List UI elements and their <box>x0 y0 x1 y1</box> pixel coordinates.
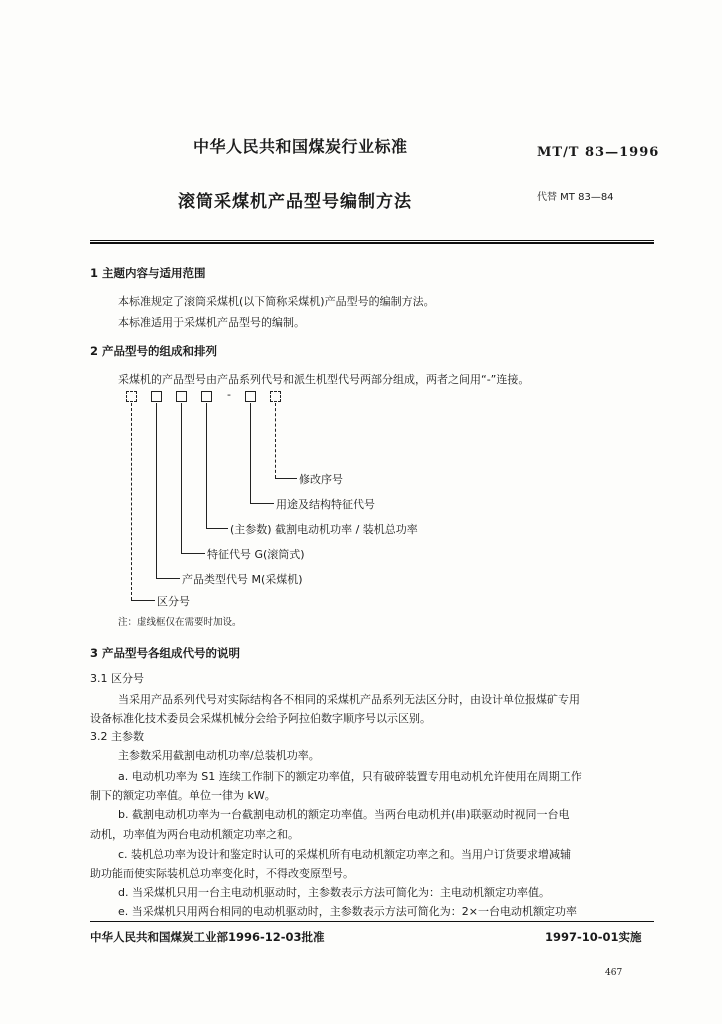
hleader-revision <box>275 478 297 479</box>
item-c-line1: c. 装机总功率为设计和鉴定时认可的采煤机所有电动机额定功率之和。当用户订货要求增减辅 <box>118 848 572 861</box>
label-product-type: 产品类型代号 M(采煤机) <box>182 573 303 586</box>
section1-para2: 本标准适用于采煤机产品型号的编制。 <box>118 316 305 329</box>
item-b-line2: 动机，功率值为两台电动机额定功率之和。 <box>90 828 299 841</box>
hleader-distinguish <box>131 600 155 601</box>
standard-code: MT/T 83—1996 <box>537 145 660 160</box>
section31-heading: 3.1 区分号 <box>90 672 144 685</box>
hleader-purpose <box>250 503 274 504</box>
item-c-line2: 助功能而使实际装机总功率变化时，不得改变原型号。 <box>90 867 354 880</box>
item-e-line: e. 当采煤机只用两台相同的电动机驱动时，主参数表示方法可简化为：2×一台电动机额定功率 <box>118 905 577 918</box>
label-feature: 特征代号 G(滚筒式) <box>207 548 305 561</box>
section31-line2: 设备标准化技术委员会采煤机械分会给予阿拉伯数字顺序号以示区别。 <box>90 712 431 725</box>
section2-heading: 2 产品型号的组成和排列 <box>90 344 218 358</box>
document-title: 滚筒采煤机产品型号编制方法 <box>178 192 412 212</box>
implementation-date: 1997-10-01实施 <box>545 930 642 944</box>
header-rule-thick <box>90 242 654 244</box>
hleader-feature <box>181 553 205 554</box>
label-main-param: (主参数) 截割电动机功率 / 装机总功率 <box>230 523 418 536</box>
section1-heading: 1 主题内容与适用范围 <box>90 266 206 280</box>
section3-heading: 3 产品型号各组成代号的说明 <box>90 646 241 660</box>
leader-revision <box>275 403 276 478</box>
section1-para1: 本标准规定了滚筒采煤机(以下简称采煤机)产品型号的编制方法。 <box>118 295 435 308</box>
leader-purpose <box>250 403 251 503</box>
hyphen-separator: - <box>227 388 231 401</box>
header-rule-thin <box>90 240 654 241</box>
item-b-line1: b. 截割电动机功率为一台截割电动机的额定功率值。当两台电动机并(串)联驱动时视同一台电 <box>118 808 570 821</box>
page-number: 467 <box>605 968 623 978</box>
leader-distinguish <box>131 403 132 600</box>
item-d-line: d. 当采煤机只用一台主电动机驱动时，主参数表示方法可简化为：主电动机额定功率值。 <box>118 886 550 899</box>
standard-org: 中华人民共和国煤炭行业标准 <box>193 137 408 156</box>
box-feature <box>176 391 187 402</box>
leader-main-param <box>206 403 207 528</box>
item-a-line2: 制下的额定功率值。单位一律为 kW。 <box>90 789 276 802</box>
box-main-param <box>201 391 212 402</box>
section2-para: 采煤机的产品型号由产品系列代号和派生机型代号两部分组成，两者之间用“-”连接。 <box>118 373 530 386</box>
box-purpose <box>245 391 256 402</box>
hleader-product-type <box>156 578 180 579</box>
label-distinguish: 区分号 <box>157 595 190 608</box>
label-revision: 修改序号 <box>299 473 343 486</box>
footer-rule <box>90 921 654 922</box>
section32-intro: 主参数采用截割电动机功率/总装机功率。 <box>118 749 320 762</box>
box-product-type <box>151 391 162 402</box>
leader-product-type <box>156 403 157 578</box>
section32-heading: 3.2 主参数 <box>90 730 144 743</box>
diagram-note: 注：虚线框仅在需要时加设。 <box>118 617 242 628</box>
label-purpose: 用途及结构特征代号 <box>276 498 375 511</box>
box-revision <box>270 391 281 402</box>
approval-note: 中华人民共和国煤炭工业部1996-12-03批准 <box>90 930 325 944</box>
hleader-main-param <box>206 528 228 529</box>
leader-feature <box>181 403 182 553</box>
box-distinguish <box>126 391 137 402</box>
section31-line1: 当采用产品系列代号对实际结构各不相同的采煤机产品系列无法区分时，由设计单位报煤矿专用 <box>118 693 580 706</box>
replaces-note: 代替 MT 83—84 <box>537 192 614 203</box>
item-a-line1: a. 电动机功率为 S1 连续工作制下的额定功率值，只有破碎装置专用电动机允许使用在周期工作 <box>118 770 582 783</box>
